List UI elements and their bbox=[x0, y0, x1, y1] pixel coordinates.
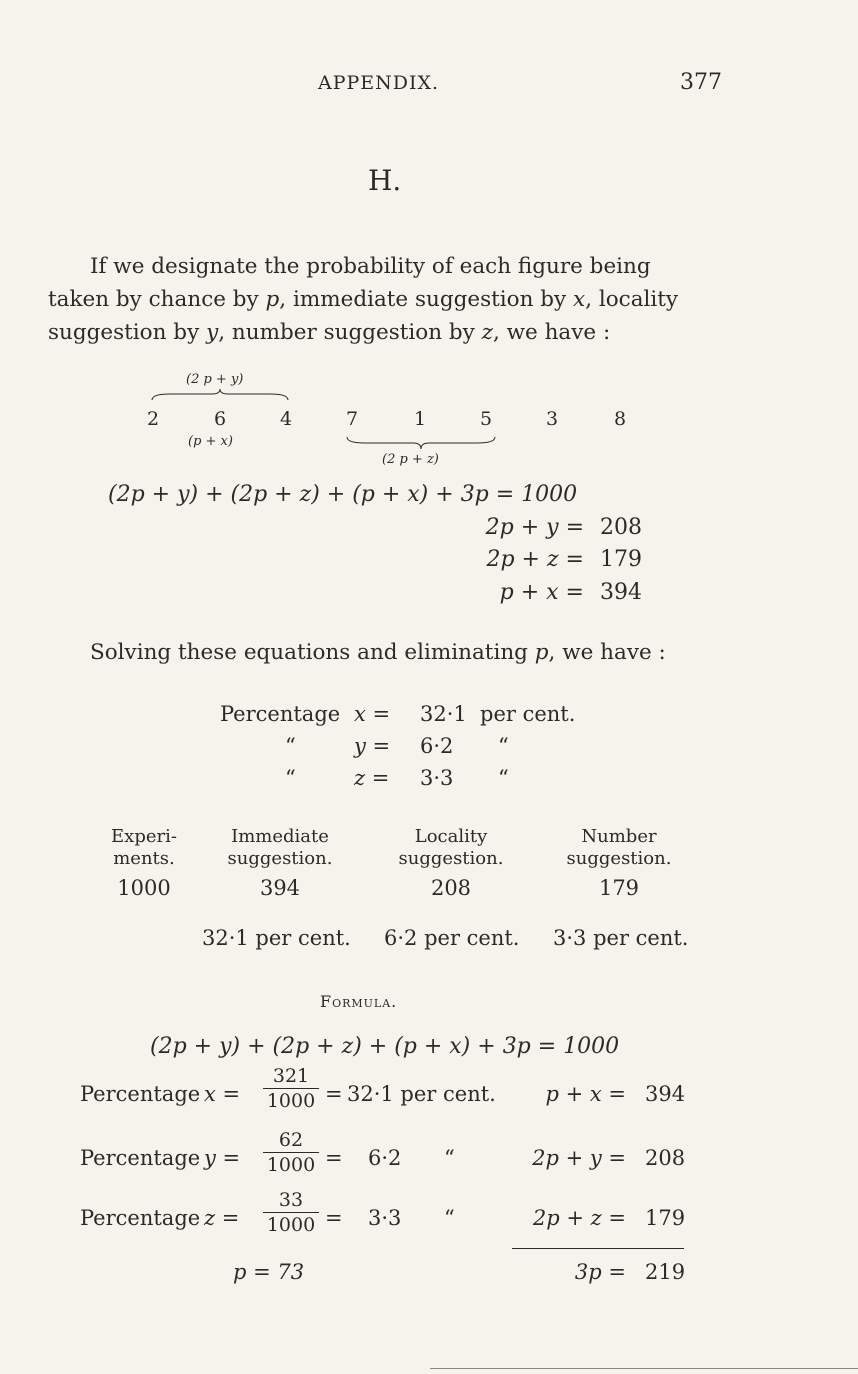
formula-lhs-1: p + x = bbox=[545, 1082, 626, 1106]
equation-lhs-2: 2p + z = bbox=[486, 547, 584, 572]
table-percent-number: 3·3 per cent. bbox=[553, 926, 689, 950]
equation-rhs-2: 179 bbox=[600, 547, 642, 572]
percentage-label-1: Percentage bbox=[220, 702, 341, 726]
formula-p-result: p = 73 bbox=[233, 1260, 305, 1284]
formula-sum-lhs: 3p = bbox=[574, 1260, 626, 1284]
formula-ditto-3: “ bbox=[444, 1206, 455, 1230]
top-brace bbox=[150, 388, 290, 402]
equation-rhs-3: 394 bbox=[600, 580, 642, 605]
equation-lhs-3: p + x = bbox=[499, 580, 584, 605]
solving-line: Solving these equations and eliminating p, we have : bbox=[90, 640, 666, 665]
brace-top-label: (2 p + y) bbox=[186, 372, 244, 387]
formula-fraction-3: $\frac{33}{1000}$ bbox=[263, 1188, 319, 1237]
digit-6: 5 bbox=[480, 408, 493, 430]
formula-label-3: Percentage bbox=[80, 1206, 201, 1230]
intro-line-1: If we designate the probability of each figure being bbox=[90, 254, 651, 279]
formula-rhs-3: 179 bbox=[645, 1206, 686, 1230]
intro-line-3: suggestion by y, number suggestion by z, we have : bbox=[48, 320, 611, 345]
table-header-experiments: Experi- ments. bbox=[111, 826, 177, 869]
formula-fraction-1: $\frac{321}{1000}$ bbox=[263, 1064, 319, 1113]
main-equation: (2p + y) + (2p + z) + (p + x) + 3p = 1000 bbox=[108, 482, 578, 507]
intro-paragraph bbox=[48, 250, 724, 349]
table-value-locality: 208 bbox=[430, 876, 472, 900]
percentage-unit-2: “ bbox=[498, 734, 509, 758]
sum-rule bbox=[512, 1248, 684, 1249]
digit-4: 7 bbox=[346, 408, 359, 430]
table-value-number: 179 bbox=[598, 876, 640, 900]
formula-label-2: Percentage bbox=[80, 1146, 201, 1170]
formula-sum-rhs: 219 bbox=[645, 1260, 686, 1284]
brace-under-6-label: (p + x) bbox=[188, 434, 233, 449]
table-value-immediate: 394 bbox=[259, 876, 301, 900]
percentage-unit-3: “ bbox=[498, 766, 509, 790]
digit-5: 1 bbox=[414, 408, 427, 430]
formula-ditto-2: “ bbox=[444, 1146, 455, 1170]
formula-value-3: 3·3 bbox=[368, 1206, 402, 1230]
table-percent-locality: 6·2 per cent. bbox=[384, 926, 520, 950]
percentage-value-3: 3·3 bbox=[420, 766, 454, 790]
table-header-immediate: Immediate suggestion. bbox=[227, 826, 333, 869]
brace-bottom-label: (2 p + z) bbox=[382, 452, 439, 467]
formula-title: Formula. bbox=[320, 992, 398, 1011]
formula-eq-3: = bbox=[325, 1206, 343, 1230]
formula-eq-1: = bbox=[325, 1082, 343, 1106]
digit-7: 3 bbox=[546, 408, 559, 430]
percentage-value-1: 32·1 bbox=[420, 702, 467, 726]
section-title: H. bbox=[368, 164, 402, 197]
formula-fraction-2: $\frac{62}{1000}$ bbox=[263, 1128, 319, 1177]
formula-var-2: y = bbox=[204, 1146, 241, 1170]
formula-lhs-2: 2p + y = bbox=[532, 1146, 626, 1170]
bottom-brace bbox=[345, 436, 497, 450]
formula-value-1: 32·1 per cent. bbox=[347, 1082, 496, 1106]
formula-main-equation: (2p + y) + (2p + z) + (p + x) + 3p = 1000 bbox=[150, 1034, 620, 1059]
digit-1: 2 bbox=[147, 408, 160, 430]
formula-eq-2: = bbox=[325, 1146, 343, 1170]
equation-lhs-1: 2p + y = bbox=[485, 515, 584, 540]
percentage-value-2: 6·2 bbox=[420, 734, 454, 758]
formula-label-1: Percentage bbox=[80, 1082, 201, 1106]
table-percent-immediate: 32·1 per cent. bbox=[202, 926, 351, 950]
equation-rhs-1: 208 bbox=[600, 515, 642, 540]
digit-2: 6 bbox=[214, 408, 227, 430]
percentage-ditto-3: “ bbox=[285, 766, 296, 790]
formula-value-2: 6·2 bbox=[368, 1146, 402, 1170]
page-number: 377 bbox=[680, 70, 722, 95]
page-bottom-edge bbox=[430, 1368, 858, 1369]
formula-rhs-1: 394 bbox=[645, 1082, 686, 1106]
intro-line-2: taken by chance by p, immediate suggestion by x, locality bbox=[48, 287, 679, 312]
percentage-unit-1: per cent. bbox=[480, 702, 576, 726]
formula-var-3: z = bbox=[204, 1206, 240, 1230]
formula-lhs-3: 2p + z = bbox=[532, 1206, 626, 1230]
digit-3: 4 bbox=[280, 408, 293, 430]
percentage-var-3: z = bbox=[354, 766, 390, 790]
running-title: APPENDIX. bbox=[318, 72, 440, 94]
table-value-experiments: 1000 bbox=[117, 876, 171, 900]
table-header-number: Number suggestion. bbox=[566, 826, 672, 869]
formula-rhs-2: 208 bbox=[645, 1146, 686, 1170]
table-header-locality: Locality suggestion. bbox=[398, 826, 504, 869]
formula-var-1: x = bbox=[204, 1082, 241, 1106]
percentage-ditto-2: “ bbox=[285, 734, 296, 758]
percentage-var-1: x = bbox=[354, 702, 391, 726]
percentage-var-2: y = bbox=[354, 734, 391, 758]
digit-8: 8 bbox=[614, 408, 627, 430]
